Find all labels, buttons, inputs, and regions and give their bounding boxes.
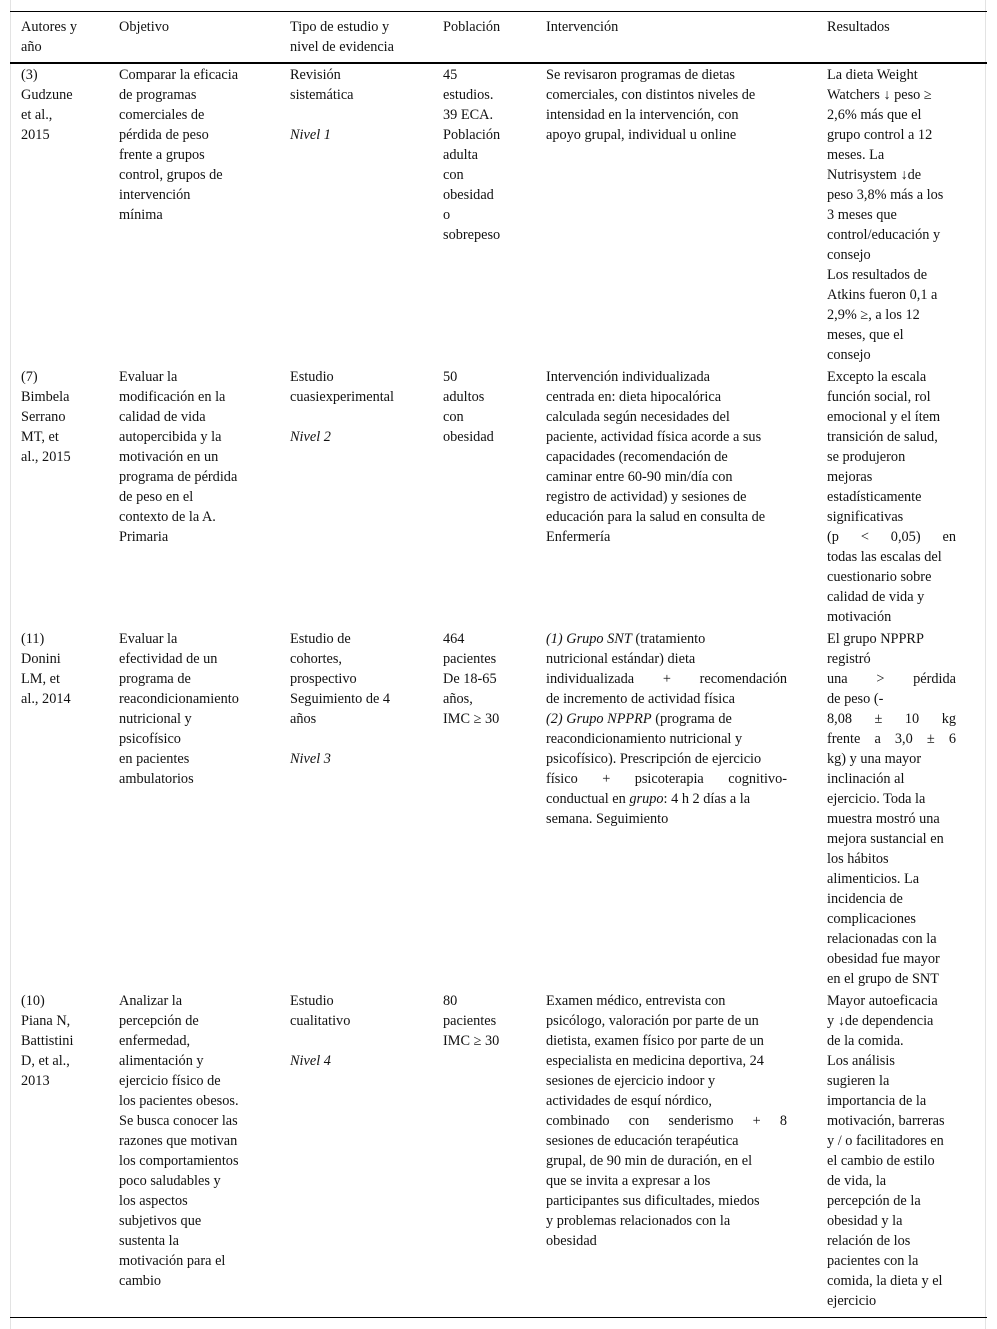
row3-tipo: Estudio de cohortes, prospectivo Seguimiento de 4 años Nivel 3 [290,631,391,767]
top-rule [10,11,987,12]
row2-nivel: Nivel 2 [290,429,331,445]
row4-autores: (10) Piana N, Battistini D, et al., 2013 [21,993,74,1089]
row1-intervencion: Se revisaron programas de dietas comerciales, con distintos niveles de intensidad en la intervención, con apoyo grupal, individual u online [546,67,756,143]
row2-objetivo: Evaluar la modificación en la calidad de vida autopercibida y la motivación en un programa de pérdida de peso en el contexto de la A. Primaria [119,369,238,545]
row2-tipo: Estudio cuasiexperimental Nivel 2 [290,369,395,445]
row4-tipo: Estudio cualitativo Nivel 4 [290,993,351,1069]
header-resultados: Resultados [827,19,890,35]
row2-resultados: Excepto la escala función social, rol emocional y el ítem transición de salud, se produjeron mejoras estadísticamente significativas (p < 0,05) en todas las escalas del cuestionario sobre calidad de vida y motivación [827,369,956,625]
row2-autores: (7) Bimbela Serrano MT, et al., 2015 [21,369,71,465]
group-snt-label: (1) Grupo SNT [546,631,632,647]
header-rule [10,62,987,64]
row1-nivel: Nivel 1 [290,127,331,143]
row4-poblacion: 80 pacientes IMC ≥ 30 [443,993,500,1049]
header-tipo: Tipo de estudio y nivel de evidencia [290,19,395,55]
row1-autores: (3) Gudzune et al., 2015 [21,67,73,143]
row3-poblacion: 464 pacientes De 18-65 años, IMC ≥ 30 [443,631,500,727]
row1-poblacion: 45 estudios. 39 ECA. Población adulta con obesidad o sobrepeso [443,67,501,243]
row3-objetivo: Evaluar la efectividad de un programa de reacondicionamiento nutricional y psicofísico en pacientes ambulatorios [119,631,239,787]
header-objetivo: Objetivo [119,19,170,35]
row2-intervencion: Intervención individualizada centrada en: dieta hipocalórica calculada según necesidades del paciente, actividad física acorde a sus capacidades (recomendación de caminar entre 60-90 min/día con registro de actividad) y sesiones de educación para la salud en consulta de Enfermería [546,369,766,545]
row3-autores: (11) Donini LM, et al., 2014 [21,631,71,707]
row4-objetivo: Analizar la percepción de enfermedad, alimentación y ejercicio físico de los pacientes obesos. Se busca conocer las razones que motivan los comportamientos poco saludables y los aspectos subjetivos que sustenta la motivación para el cambio [119,993,239,1289]
header-autores: Autores y año [21,19,77,55]
row3-resultados: El grupo NPPRP registró una > pérdida de peso (- 8,08 ± 10 kg frente a 3,0 ± 6 kg) y una mayor inclinación al ejercicio. Toda la muestra mostró una mejora sustancial en los hábitos alimenticios. La incidencia de complicaciones relacionadas con la obesidad fue mayor en el grupo de SNT [827,631,956,987]
row3-nivel: Nivel 3 [290,751,331,767]
row3-intervencion: (1) Grupo SNT (tratamiento nutricional estándar) dieta individualizada + recomendación de incremento de actividad física (2) Grupo NPPRP (programa de reacondicionamiento nutricional y psicofísico). Prescripción de ejercicio físico + psicoterapia cognitivo- conductual en grupo: 4 h 2 días a la semana. Seguimiento [546,631,787,827]
row1-resultados: La dieta Weight Watchers ↓ peso ≥ 2,6% más que el grupo control a 12 meses. La Nutrisystem ↓de peso 3,8% más a los 3 meses que control/educación y consejo Los resultados de Atkins fueron 0,1 a 2,9% ≥, a los 12 meses, que el consejo [827,67,944,363]
row4-intervencion: Examen médico, entrevista con psicólogo, valoración por parte de un dietista, examen físico por parte de un especialista en medicina deportiva, 24 sesiones de ejercicio indoor y actividades de esquí nórdico, combinado con senderismo + 8 sesiones de educación terapéutica grupal, de 90 min de duración, en el que se invita a expresar a los participantes sus dificultades, miedos y problemas relacionados con la obesidad [546,993,787,1249]
header-intervencion: Intervención [546,19,619,35]
group-nprp-label: (2) Grupo NPPRP [546,711,652,727]
row1-objetivo: Comparar la eficacia de programas comerciales de pérdida de peso frente a grupos control, grupos de intervención mínima [119,67,239,223]
row4-nivel: Nivel 4 [290,1053,331,1069]
row4-resultados: Mayor autoeficacia y ↓de dependencia de la comida. Los análisis sugieren la importancia de la motivación, barreras y / o facilitadores en el cambio de estilo de vida, la percepción de la obesidad y la relación de los pacientes con la comida, la dieta y el ejercicio [827,993,945,1309]
header-poblacion: Población [443,19,501,35]
row2-poblacion: 50 adultos con obesidad [443,369,494,445]
row1-tipo: Revisión sistemática Nivel 1 [290,67,354,143]
bottom-rule [10,1317,987,1318]
